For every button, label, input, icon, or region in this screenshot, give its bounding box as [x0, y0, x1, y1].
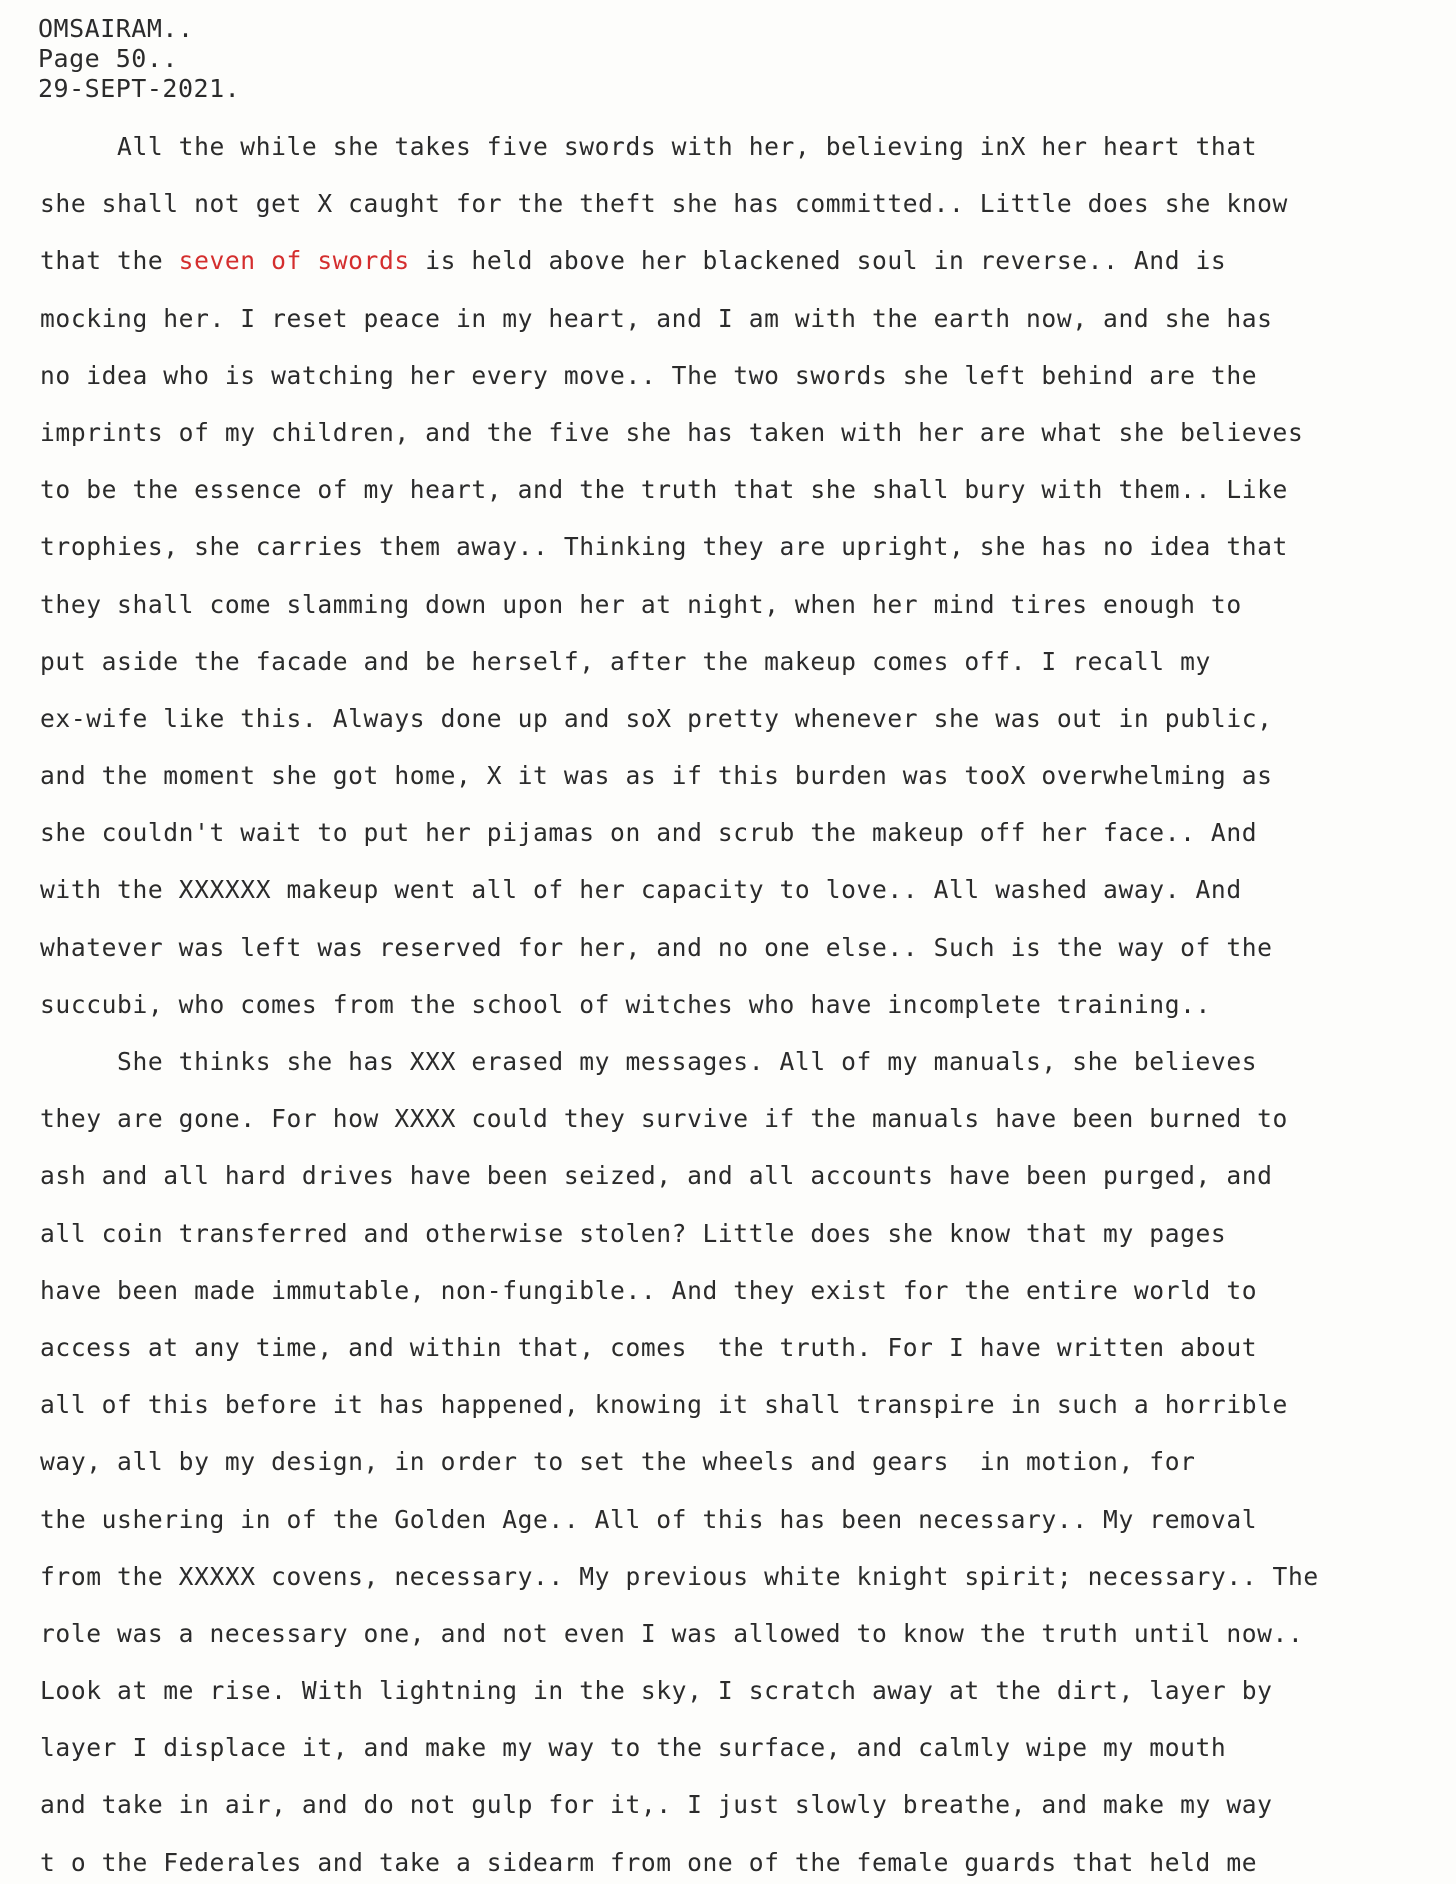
text-line: t o the Federales and take a sidearm from one of the female guards that held me: [40, 1847, 1258, 1877]
text-line: She thinks she has XXX erased my messages. All of my manuals, she believes: [40, 1047, 1258, 1076]
text-segment: is held above her blackened soul in reverse.. And is: [409, 246, 1227, 276]
text-line: Look at me rise. With lightning in the sky, I scratch away at the dirt, layer by: [40, 1676, 1273, 1706]
text-line: layer I displace it, and make my way to the surface, and calmly wipe my mouth: [40, 1733, 1227, 1763]
header-date: 29-SEPT-2021.: [38, 74, 241, 103]
text-line: they shall come slamming down upon her at night, when her mind tires enough to: [40, 589, 1242, 619]
text-line: they are gone. For how XXXX could they survive if the manuals have been burned to: [40, 1104, 1288, 1134]
text-segment: that the: [40, 246, 179, 276]
text-line: all coin transferred and otherwise stolen? Little does she know that my pages: [40, 1218, 1227, 1248]
text-line: she couldn't wait to put her pijamas on and scrub the makeup off her face.. And: [40, 818, 1258, 848]
text-line: ex-wife like this. Always done up and soX pretty whenever she was out in public,: [40, 703, 1273, 733]
page-header: [38, 14, 240, 104]
highlighted-phrase: seven of swords: [178, 246, 410, 276]
text-line: imprints of my children, and the five she has taken with her are what she believes: [40, 417, 1304, 447]
text-line: mocking her. I reset peace in my heart, and I am with the earth now, and she has: [40, 303, 1273, 333]
text-line: ash and all hard drives have been seized, and all accounts have been purged, and: [40, 1161, 1273, 1191]
text-line: access at any time, and within that, comes the truth. For I have written about: [40, 1332, 1258, 1362]
text-line: have been made immutable, non-fungible.. And they exist for the entire world to: [40, 1275, 1258, 1305]
text-line: from the XXXXX covens, necessary.. My previous white knight spirit; necessary.. The: [40, 1561, 1319, 1591]
text-line: succubi, who comes from the school of witches who have incomplete training..: [40, 989, 1211, 1019]
text-line: way, all by my design, in order to set the wheels and gears in motion, for: [40, 1447, 1196, 1477]
text-line: put aside the facade and be herself, after the makeup comes off. I recall my: [40, 646, 1211, 676]
header-title: OMSAIRAM..: [38, 14, 194, 43]
text-line: with the XXXXXX makeup went all of her capacity to love.. All washed away. And: [40, 875, 1242, 905]
text-line: and take in air, and do not gulp for it,. I just slowly breathe, and make my way: [40, 1790, 1273, 1820]
text-line: trophies, she carries them away.. Thinking they are upright, she has no idea that: [40, 532, 1288, 562]
text-line: to be the essence of my heart, and the truth that she shall bury with them.. Like: [40, 475, 1288, 505]
text-line: [40, 232, 1440, 289]
text-line: all of this before it has happened, knowing it shall transpire in such a horrible: [40, 1390, 1288, 1420]
text-line: no idea who is watching her every move.. The two swords she left behind are the: [40, 360, 1258, 390]
text-line: All the while she takes five swords with her, believing inX her heart that: [40, 132, 1258, 161]
text-line: and the moment she got home, X it was as if this burden was tooX overwhelming as: [40, 761, 1273, 791]
text-line: the ushering in of the Golden Age.. All of this has been necessary.. My removal: [40, 1504, 1258, 1534]
text-line: she shall not get X caught for the theft she has committed.. Little does she know: [40, 189, 1288, 219]
text-line: role was a necessary one, and not even I was allowed to know the truth until now..: [40, 1618, 1304, 1648]
body-text: [40, 118, 1440, 1891]
text-line: whatever was left was reserved for her, and no one else.. Such is the way of the: [40, 932, 1273, 962]
header-page-number: Page 50..: [38, 44, 178, 73]
